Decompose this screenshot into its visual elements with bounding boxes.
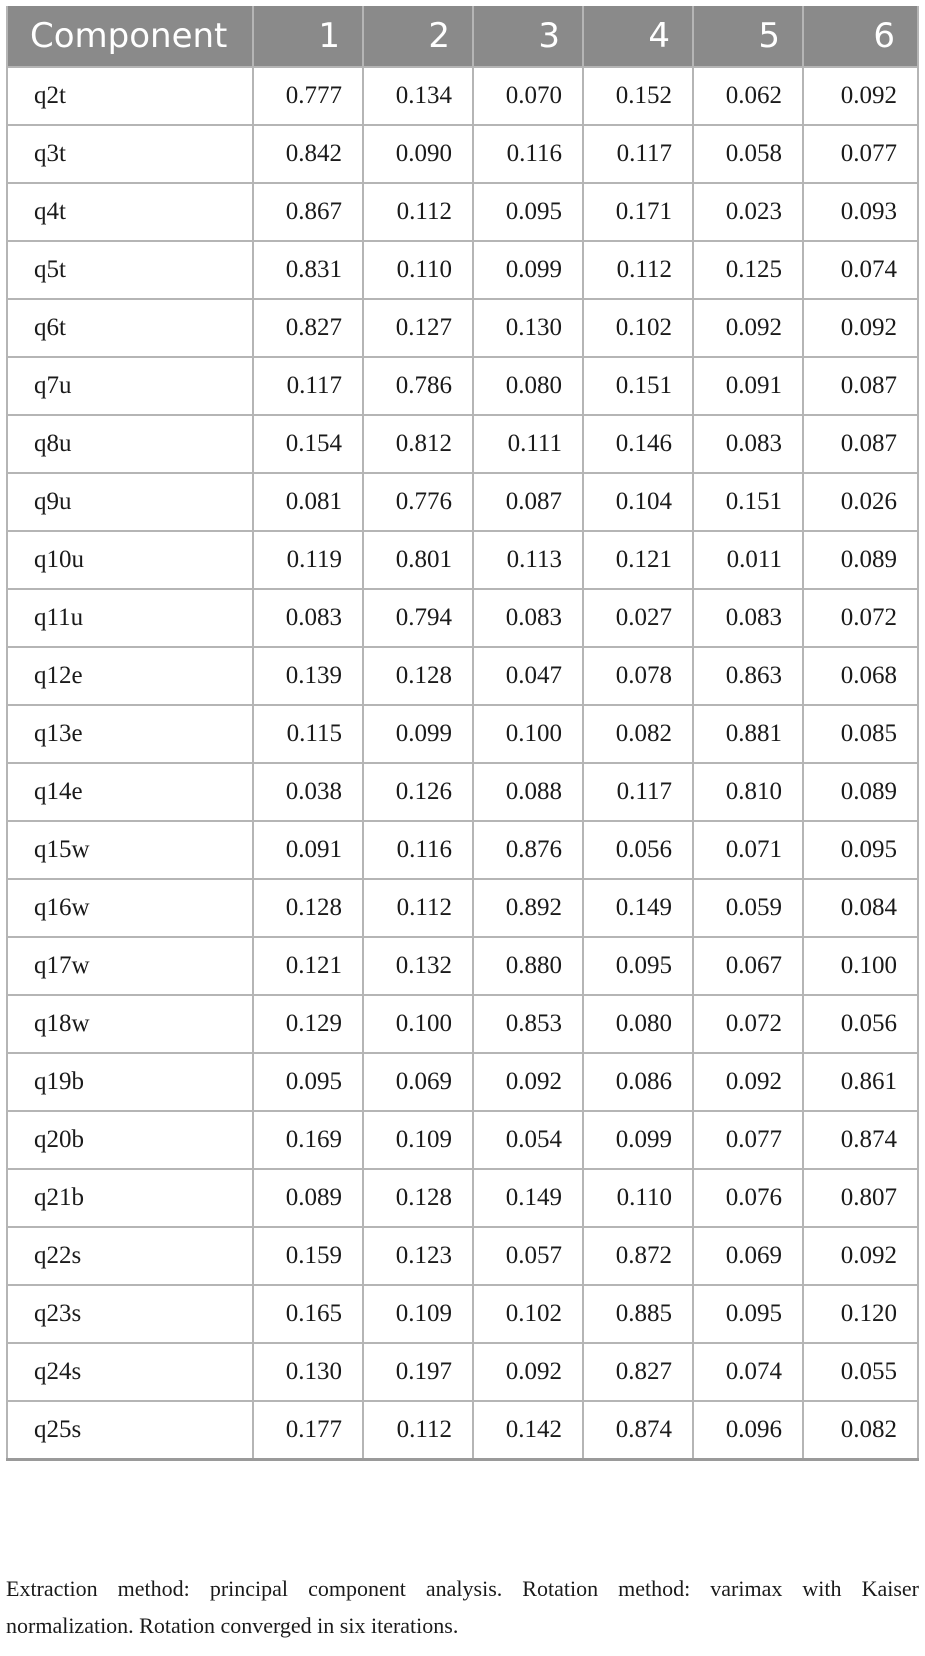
loading-cell: 0.088 [473, 763, 583, 821]
item-label-cell: q17w [7, 937, 253, 995]
loading-cell: 0.171 [583, 183, 693, 241]
loading-cell: 0.026 [803, 473, 918, 531]
loading-cell: 0.117 [583, 763, 693, 821]
table-row [7, 1343, 918, 1401]
item-label-cell: q4t [7, 183, 253, 241]
loading-cell: 0.078 [583, 647, 693, 705]
loading-cell: 0.090 [363, 125, 473, 183]
loading-cell: 0.093 [803, 183, 918, 241]
loading-cell: 0.086 [583, 1053, 693, 1111]
table-row [7, 589, 918, 647]
loading-cell: 0.115 [253, 705, 363, 763]
loading-cell: 0.080 [583, 995, 693, 1053]
loading-cell: 0.095 [803, 821, 918, 879]
header-component-5: 5 [693, 6, 803, 67]
item-label-cell: q5t [7, 241, 253, 299]
loading-cell: 0.087 [803, 415, 918, 473]
loading-cell: 0.071 [693, 821, 803, 879]
item-label-cell: q15w [7, 821, 253, 879]
table-row [7, 1227, 918, 1285]
loading-cell: 0.057 [473, 1227, 583, 1285]
loading-cell: 0.110 [583, 1169, 693, 1227]
loading-cell: 0.112 [363, 879, 473, 937]
loading-cell: 0.874 [583, 1401, 693, 1459]
loading-cell: 0.152 [583, 67, 693, 125]
item-label-cell: q9u [7, 473, 253, 531]
loading-cell: 0.810 [693, 763, 803, 821]
loading-cell: 0.027 [583, 589, 693, 647]
loading-cell: 0.129 [253, 995, 363, 1053]
item-label-cell: q23s [7, 1285, 253, 1343]
table-row [7, 357, 918, 415]
loading-cell: 0.077 [803, 125, 918, 183]
loading-cell: 0.132 [363, 937, 473, 995]
loading-cell: 0.084 [803, 879, 918, 937]
loading-cell: 0.812 [363, 415, 473, 473]
loading-cell: 0.054 [473, 1111, 583, 1169]
table-row [7, 67, 918, 125]
loading-cell: 0.119 [253, 531, 363, 589]
loading-cell: 0.056 [803, 995, 918, 1053]
header-component-1: 1 [253, 6, 363, 67]
loading-cell: 0.099 [583, 1111, 693, 1169]
loading-cell: 0.109 [363, 1285, 473, 1343]
loading-cell: 0.777 [253, 67, 363, 125]
item-label-cell: q3t [7, 125, 253, 183]
loading-cell: 0.872 [583, 1227, 693, 1285]
loading-cell: 0.165 [253, 1285, 363, 1343]
loading-cell: 0.112 [363, 1401, 473, 1459]
table-row [7, 241, 918, 299]
loading-cell: 0.092 [473, 1053, 583, 1111]
table-row [7, 1111, 918, 1169]
header-component-2: 2 [363, 6, 473, 67]
item-label-cell: q11u [7, 589, 253, 647]
loading-cell: 0.117 [583, 125, 693, 183]
loading-cell: 0.080 [473, 357, 583, 415]
loading-cell: 0.082 [583, 705, 693, 763]
loading-cell: 0.197 [363, 1343, 473, 1401]
loading-cell: 0.095 [253, 1053, 363, 1111]
loading-cell: 0.095 [473, 183, 583, 241]
loading-cell: 0.089 [803, 763, 918, 821]
item-label-cell: q21b [7, 1169, 253, 1227]
loading-cell: 0.169 [253, 1111, 363, 1169]
loading-cell: 0.072 [803, 589, 918, 647]
loading-cell: 0.083 [693, 415, 803, 473]
loading-cell: 0.892 [473, 879, 583, 937]
loading-cell: 0.776 [363, 473, 473, 531]
loading-cell: 0.801 [363, 531, 473, 589]
loading-cell: 0.831 [253, 241, 363, 299]
loading-cell: 0.087 [803, 357, 918, 415]
loading-cell: 0.112 [583, 241, 693, 299]
loading-cell: 0.794 [363, 589, 473, 647]
loading-cell: 0.076 [693, 1169, 803, 1227]
loading-cell: 0.874 [803, 1111, 918, 1169]
loading-cell: 0.083 [473, 589, 583, 647]
table-row [7, 125, 918, 183]
item-label-cell: q22s [7, 1227, 253, 1285]
header-component-6: 6 [803, 6, 918, 67]
loading-cell: 0.085 [803, 705, 918, 763]
table-row [7, 473, 918, 531]
loading-cell: 0.092 [803, 1227, 918, 1285]
loading-cell: 0.117 [253, 357, 363, 415]
loading-cell: 0.128 [363, 647, 473, 705]
loading-cell: 0.876 [473, 821, 583, 879]
table-header-row [7, 6, 918, 67]
loading-cell: 0.104 [583, 473, 693, 531]
loading-cell: 0.116 [473, 125, 583, 183]
header-component-4: 4 [583, 6, 693, 67]
loading-cell: 0.092 [803, 67, 918, 125]
loading-cell: 0.082 [803, 1401, 918, 1459]
loading-cell: 0.067 [693, 937, 803, 995]
loading-cell: 0.102 [583, 299, 693, 357]
loading-cell: 0.089 [253, 1169, 363, 1227]
loading-cell: 0.134 [363, 67, 473, 125]
loading-cell: 0.099 [363, 705, 473, 763]
loading-cell: 0.807 [803, 1169, 918, 1227]
table-row [7, 937, 918, 995]
loading-cell: 0.095 [693, 1285, 803, 1343]
loading-cell: 0.111 [473, 415, 583, 473]
loading-cell: 0.827 [253, 299, 363, 357]
loading-cell: 0.151 [693, 473, 803, 531]
loading-cell: 0.130 [473, 299, 583, 357]
loading-cell: 0.867 [253, 183, 363, 241]
loading-cell: 0.861 [803, 1053, 918, 1111]
loading-cell: 0.146 [583, 415, 693, 473]
loading-cell: 0.069 [363, 1053, 473, 1111]
component-loadings-table [6, 6, 919, 1461]
loading-cell: 0.096 [693, 1401, 803, 1459]
loading-cell: 0.842 [253, 125, 363, 183]
table-row [7, 879, 918, 937]
loading-cell: 0.100 [803, 937, 918, 995]
item-label-cell: q18w [7, 995, 253, 1053]
loading-cell: 0.092 [473, 1343, 583, 1401]
loading-cell: 0.092 [693, 299, 803, 357]
item-label-cell: q25s [7, 1401, 253, 1459]
item-label-cell: q6t [7, 299, 253, 357]
loading-cell: 0.062 [693, 67, 803, 125]
item-label-cell: q16w [7, 879, 253, 937]
table-row [7, 183, 918, 241]
loading-cell: 0.100 [363, 995, 473, 1053]
loading-cell: 0.091 [693, 357, 803, 415]
loading-cell: 0.128 [253, 879, 363, 937]
table-row [7, 415, 918, 473]
table-body [7, 67, 918, 1459]
table-row [7, 1053, 918, 1111]
loading-cell: 0.074 [803, 241, 918, 299]
loading-cell: 0.123 [363, 1227, 473, 1285]
loading-cell: 0.127 [363, 299, 473, 357]
loading-cell: 0.149 [583, 879, 693, 937]
loading-cell: 0.089 [803, 531, 918, 589]
table-row [7, 705, 918, 763]
loading-cell: 0.083 [693, 589, 803, 647]
item-label-cell: q2t [7, 67, 253, 125]
table-row [7, 647, 918, 705]
table-container [6, 6, 917, 1461]
item-label-cell: q10u [7, 531, 253, 589]
loading-cell: 0.139 [253, 647, 363, 705]
item-label-cell: q7u [7, 357, 253, 415]
loading-cell: 0.853 [473, 995, 583, 1053]
loading-cell: 0.077 [693, 1111, 803, 1169]
loading-cell: 0.885 [583, 1285, 693, 1343]
loading-cell: 0.116 [363, 821, 473, 879]
loading-cell: 0.102 [473, 1285, 583, 1343]
loading-cell: 0.058 [693, 125, 803, 183]
loading-cell: 0.149 [473, 1169, 583, 1227]
loading-cell: 0.070 [473, 67, 583, 125]
loading-cell: 0.130 [253, 1343, 363, 1401]
table-row [7, 763, 918, 821]
table-row [7, 1169, 918, 1227]
loading-cell: 0.863 [693, 647, 803, 705]
loading-cell: 0.154 [253, 415, 363, 473]
loading-cell: 0.056 [583, 821, 693, 879]
loading-cell: 0.038 [253, 763, 363, 821]
loading-cell: 0.023 [693, 183, 803, 241]
loading-cell: 0.091 [253, 821, 363, 879]
loading-cell: 0.055 [803, 1343, 918, 1401]
loading-cell: 0.072 [693, 995, 803, 1053]
loading-cell: 0.786 [363, 357, 473, 415]
loading-cell: 0.128 [363, 1169, 473, 1227]
table-footnote: Extraction method: principal component analysis. Rotation method: varimax with Kaiser normalization. Rotation converged in six iterations. [6, 1576, 919, 1638]
header-component-3: 3 [473, 6, 583, 67]
loading-cell: 0.081 [253, 473, 363, 531]
table-row [7, 1285, 918, 1343]
loading-cell: 0.083 [253, 589, 363, 647]
item-label-cell: q24s [7, 1343, 253, 1401]
item-label-cell: q20b [7, 1111, 253, 1169]
table-row [7, 1401, 918, 1459]
loading-cell: 0.121 [583, 531, 693, 589]
loading-cell: 0.112 [363, 183, 473, 241]
loading-cell: 0.120 [803, 1285, 918, 1343]
loading-cell: 0.827 [583, 1343, 693, 1401]
loading-cell: 0.059 [693, 879, 803, 937]
loading-cell: 0.142 [473, 1401, 583, 1459]
loading-cell: 0.126 [363, 763, 473, 821]
loading-cell: 0.177 [253, 1401, 363, 1459]
item-label-cell: q12e [7, 647, 253, 705]
item-label-cell: q13e [7, 705, 253, 763]
loading-cell: 0.047 [473, 647, 583, 705]
loading-cell: 0.151 [583, 357, 693, 415]
item-label-cell: q19b [7, 1053, 253, 1111]
loading-cell: 0.125 [693, 241, 803, 299]
loading-cell: 0.100 [473, 705, 583, 763]
loading-cell: 0.113 [473, 531, 583, 589]
loading-cell: 0.880 [473, 937, 583, 995]
item-label-cell: q14e [7, 763, 253, 821]
table-row [7, 531, 918, 589]
loading-cell: 0.121 [253, 937, 363, 995]
loading-cell: 0.087 [473, 473, 583, 531]
loading-cell: 0.109 [363, 1111, 473, 1169]
loading-cell: 0.159 [253, 1227, 363, 1285]
loading-cell: 0.881 [693, 705, 803, 763]
table-row [7, 821, 918, 879]
loading-cell: 0.099 [473, 241, 583, 299]
header-component: Component [7, 6, 253, 67]
loading-cell: 0.092 [693, 1053, 803, 1111]
table-row [7, 995, 918, 1053]
table-row [7, 299, 918, 357]
loading-cell: 0.095 [583, 937, 693, 995]
loading-cell: 0.092 [803, 299, 918, 357]
loading-cell: 0.074 [693, 1343, 803, 1401]
loading-cell: 0.069 [693, 1227, 803, 1285]
item-label-cell: q8u [7, 415, 253, 473]
loading-cell: 0.011 [693, 531, 803, 589]
loading-cell: 0.110 [363, 241, 473, 299]
loading-cell: 0.068 [803, 647, 918, 705]
